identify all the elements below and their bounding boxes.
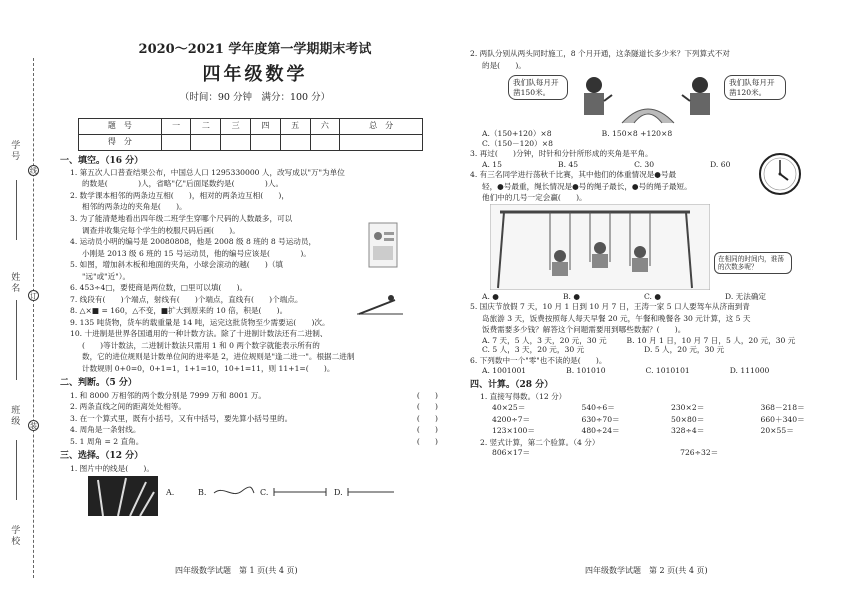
name-line [16,300,17,380]
question-line: 相邻的两条边的夹角是( )。 [82,202,187,212]
question-line: 他们中的几号一定会赢( )。 [482,193,587,203]
section-2-title: 二、判断。（5 分） [60,378,137,389]
ramp-ball-figure [355,294,405,316]
speech-bubble-left: 我们队每月开凿150米。 [508,75,568,100]
judge-item [70,436,450,448]
judge-text: 2. 两条直线之间的距离处处相等。 [70,402,186,412]
question-line: 9. 135 吨货物，货车的载重量是 14 吨，运完这批货物至少需要运( )次。 [70,317,330,327]
choice-c[interactable]: C. [260,488,269,498]
score-header-cell: 总 分 [340,118,423,134]
section-4-title: 四、计算。（28 分） [470,379,554,390]
segment-line-icon [272,485,328,499]
score-row-label: 得 分 [79,134,162,150]
swing-illustration [470,204,850,292]
choice-a[interactable]: A. ● [482,291,499,301]
q2-choices-2 [482,139,850,148]
section-1-questions [60,167,450,375]
vertical-calc-item: 806×17＝ [492,448,531,458]
judge-item [70,424,450,436]
section-1-title: 一、填空。（16 分） [60,155,144,166]
q4-choices [482,292,850,301]
calc-item: 660＋340＝ [760,414,805,424]
question-line: 2. 竖式计算，第二个验算。（4 分） [480,437,600,447]
question-line: 3. 再过( )分钟，时针和分针所形成的夹角是平角。 [470,149,653,159]
judge-item [70,413,450,425]
question-line: 2. 两队分别从两头同时施工，8 个月开通，这条隧道长多少米？下列算式不对 [470,49,730,58]
page-2-footer: 四年级数学试题 第 2 页(共 4 页) [585,566,708,575]
question-line: 1. 直接写得数。（12 分） [480,391,567,401]
score-header-cell: 题 号 [79,118,162,134]
judge-answer-slot[interactable]: ( ) [416,402,438,412]
choice-c[interactable]: C. 30 [634,159,655,169]
tunnel-icon [620,95,676,125]
question-line: 4. 运动员小明的编号是 20080808，他是 2008 级 8 班的 8 号运动员， [70,237,317,247]
label-school: 学校 [9,525,20,547]
question-line: 3. 为了能清楚地看出四年级二班学生穿哪个尺码的人数最多，可以 [70,214,293,223]
subject-title: 四年级数学 [202,64,308,86]
tunnel-illustration [470,71,850,129]
calc-item: 50×80＝ [671,414,705,424]
vertical-calc-item: 726÷32＝ [680,448,719,458]
question-line: 的数是( )人，省略"亿"后面尾数约是( )人。 [82,179,284,189]
choice-b[interactable]: B. 10 月 1 日，10 月 7 日，5 人，20 元，30 元 [626,335,796,345]
choice-b[interactable]: B. ● [562,291,580,301]
question-line: 1. 图片中的线是( )。 [70,463,154,473]
bullet-ding: 订 [30,292,37,300]
question-line: 6. 下列数中一个"零"也不读的是( )。 [470,355,607,365]
swings-image [490,204,710,290]
score-cell[interactable] [280,134,310,150]
choice-a[interactable]: A.（150+120）×8 [482,129,552,139]
binding-dashed-line [33,58,34,578]
question-line: 计数规则 0+0=0，0+1=1，1+1=10，10+1=11，则 11+1=( )。 [82,363,335,373]
survey-clipboard-image [368,222,398,268]
judge-item [70,390,450,402]
speech-bubble-right: 我们队每月开凿120米。 [724,75,786,100]
judge-answer-slot[interactable]: ( ) [416,425,438,435]
choice-b[interactable]: B. [198,488,207,498]
judge-item [70,401,450,413]
question-line: ( )等计数法，二进制计数法只需用 1 和 0 两个数字就能表示所有的 [82,340,320,350]
choice-b[interactable]: B. 150×8 +120×8 [601,129,673,139]
score-table [78,118,423,151]
line-choice-figures [60,474,450,520]
class-line [16,440,17,500]
choice-d[interactable]: D. 无法确定 [725,291,767,301]
judge-text: 5. 1 周角 = 2 直角。 [70,436,144,446]
bullet-zhuang: 装 [30,422,37,430]
judge-text: 3. 在一个算式里，既有小括号，又有中括号，要先算小括号里的。 [70,413,293,423]
judge-answer-slot[interactable]: ( ) [416,436,438,446]
choice-a[interactable]: A. 7 天，5 人，3 天，20 元，30 元 [482,335,607,345]
clock-icon [758,152,802,196]
vertical-calc-row [492,448,850,457]
question-line: 2. 数学课本相邻的两条边互相( )，相对的两条边互相( )， [70,190,289,200]
score-header-cell: 一 [161,118,191,134]
searchlight-photo [88,476,158,516]
calc-item: 540÷6＝ [581,403,615,413]
score-cell[interactable] [340,134,423,150]
score-header-cell: 四 [250,118,280,134]
judge-answer-slot[interactable]: ( ) [416,390,438,400]
choice-c[interactable]: C. ● [644,291,661,301]
question-line: 5. 如图，增加斜木板和地面的夹角，小球会滚动的越( )（填 [70,260,284,270]
label-class: 班级 [9,405,20,427]
binding-margin [0,0,52,608]
judge-text: 4. 周角是一条射线。 [70,425,141,435]
score-header-cell: 三 [221,118,251,134]
worker-left-icon [574,75,614,127]
oral-calc-grid [492,402,850,436]
page-2 [470,48,850,458]
q6-choices [482,366,850,375]
question-line: 调查并收集完每个学生的校服尺码后画( )。 [82,225,240,235]
calc-item: 480÷24＝ [581,426,620,436]
score-header-cell: 二 [191,118,221,134]
choice-d[interactable]: D. [334,488,343,498]
worker-right-icon [680,75,720,127]
choice-b[interactable]: B. 45 [557,159,579,169]
choice-a[interactable]: A. 15 [482,159,502,169]
question-line: 10. 十进制是世界各国通用的一种计数方法。除了十进制计数法还有二进制、 [70,329,328,339]
curve-line-icon [212,485,256,499]
calc-item: 4200÷7＝ [492,414,531,424]
exam-title: 2020～2021 学年度第一学期期末考试 [138,42,372,57]
calc-item: 328÷4＝ [671,426,705,436]
label-student-id: 学号 [9,140,20,162]
label-name: 姓名 [9,272,20,294]
q2-choices [482,129,850,138]
calc-item: 368－218＝ [760,403,805,413]
page-1 [60,42,450,520]
choice-d[interactable]: D. 5 人，20 元，30 元 [644,345,725,355]
question-line: 数，它的进位规则是计数单位间的进率是 2，进位规则是"逢二进一"。根据二进制 [82,352,355,362]
calc-item: 230×2＝ [671,403,705,413]
score-table-header [79,118,423,134]
calc-item: 630÷70＝ [581,414,620,424]
question-line: 5. 国庆节放假 7 天，10 月 1 日到 10 月 7 日，王涛一家 5 口人要驾车从济南到青 [470,302,750,312]
choice-b[interactable]: B. 101010 [566,366,606,376]
question-line: 6. 453÷4□，要使商是两位数，□里可以填( )。 [70,283,248,293]
question-line: 饭费需要多少钱？解答这个问题需要用到哪些数据？( )。 [482,325,686,335]
question-line: 小刚是 2013 级 6 班的 15 号运动员，他的编号应该是( )。 [82,248,311,258]
score-cell[interactable] [161,134,191,150]
judge-answer-slot[interactable]: ( ) [416,413,438,423]
question-line: 8. △×■ = 160，△不变，■扩大到原来的 10 倍，积是( )。 [70,306,288,316]
question-line: 4. 有三名同学进行荡秋千比赛，其中他们的体重情况是●号最 [470,170,677,180]
choice-c[interactable]: C.（150－120）×8 [482,138,553,148]
q5-choices-1 [482,336,850,345]
calc-item: 123×100＝ [492,426,535,436]
q5-choices-2 [482,345,850,354]
score-header-cell: 六 [310,118,340,134]
score-header-cell: 五 [280,118,310,134]
section-3-title: 三、选择。（12 分） [60,451,144,462]
question-line: 的是( )。 [482,60,526,70]
choice-c[interactable]: C. 5 人，3 天，20 元，30 元 [482,345,585,355]
choice-a[interactable]: A. [166,488,175,498]
score-cell[interactable] [310,134,340,150]
score-table-row [79,134,423,150]
score-cell[interactable] [221,134,251,150]
question-line: 岛旅游 3 天，饭费按照每人每天早餐 20 元，午餐和晚餐各 30 元计算，这 5 天 [482,313,751,323]
calc-item: 20×55＝ [760,426,794,436]
swing-speech-bubble: 在相同的时间内，谁荡的次数多呢？ [714,252,792,274]
choice-d[interactable]: D. 111000 [729,366,770,376]
question-line: "远"或"近"）。 [82,271,131,281]
question-line: 轻，●号最重，绳长情况是●号的绳子最长，●号的绳子最短。 [482,181,692,191]
ray-line-icon [346,485,396,499]
page-1-footer: 四年级数学试题 第 1 页(共 4 页) [175,566,298,575]
student-id-line [16,180,17,240]
judge-text: 1. 和 8000 万相邻的两个数分别是 7999 万和 8001 万。 [70,390,267,400]
score-cell[interactable] [191,134,221,150]
choice-d[interactable]: D. 60 [710,159,731,169]
calc-item: 40×25＝ [492,403,526,413]
score-cell[interactable] [250,134,280,150]
bullet-xian: 线 [30,167,37,175]
choice-c[interactable]: C. 1010101 [645,366,690,376]
question-line: 1. 第五次人口普查结果公布，中国总人口 1295330000 人，改写成以"万"为单位 [70,167,345,177]
question-line: 7. 线段有( )个端点，射线有( )个端点，直线有( )个端点。 [70,294,303,304]
exam-meta: （时间：90 分钟 满分：100 分） [179,91,331,103]
choice-a[interactable]: A. 1001001 [482,366,527,376]
